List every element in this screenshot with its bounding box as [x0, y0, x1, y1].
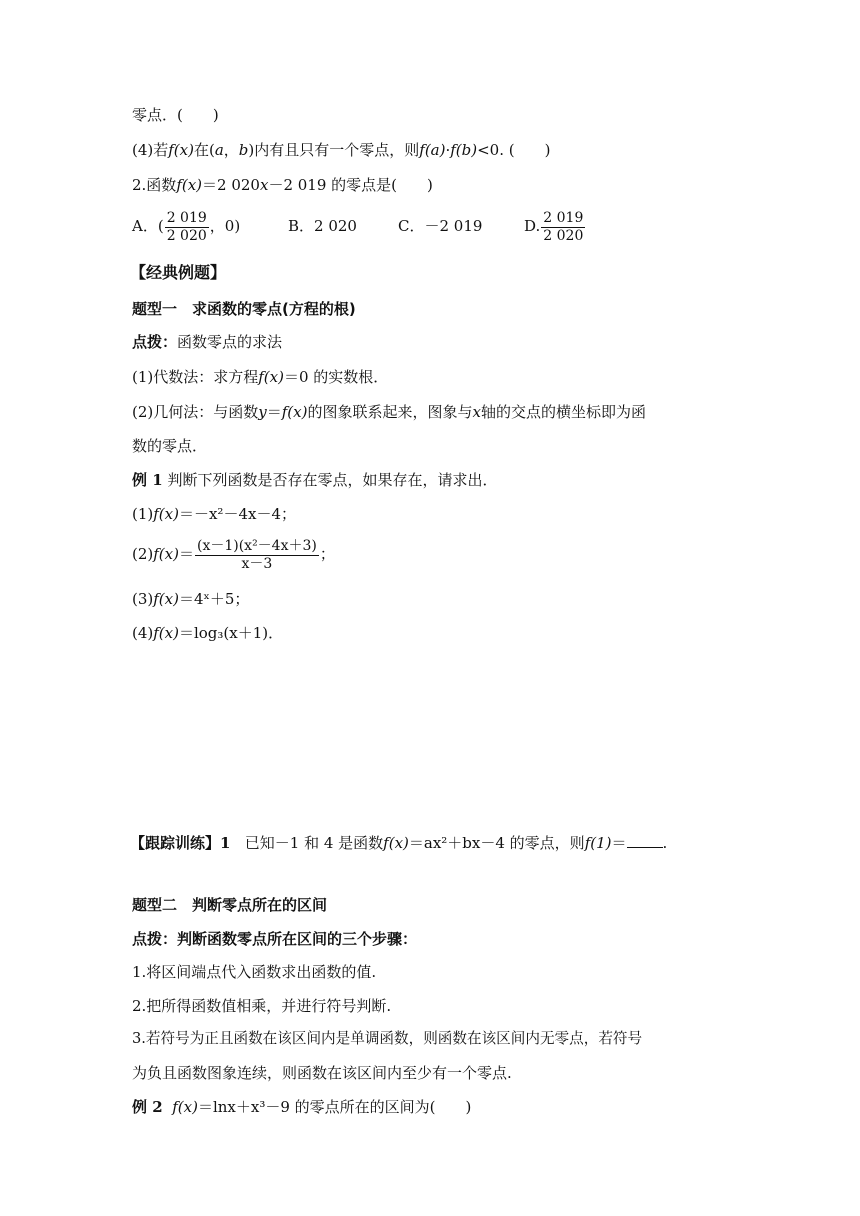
math-dot: ·: [445, 141, 451, 159]
text: C．－2 019: [398, 217, 483, 235]
section-heading-examples: 【经典例题】: [130, 263, 227, 282]
text: ，: [223, 141, 239, 159]
method-2: [132, 401, 646, 423]
fraction-denominator: 2 020: [543, 227, 584, 244]
example-label: 例 1: [132, 471, 163, 489]
formula: ＝4ˣ＋5；: [178, 590, 250, 608]
fraction-numerator: 2 019: [543, 209, 584, 226]
text: )内有且只有一个零点，则: [248, 141, 420, 159]
math-fx: f(x): [172, 1098, 198, 1116]
example-label: 例 2: [132, 1098, 163, 1116]
example-1-item-3: [132, 588, 249, 610]
formula: ＝－x²－4x－4；: [178, 505, 296, 523]
math-f1: f(1): [584, 834, 612, 852]
formula: ＝lnx＋x³－9 的零点所在的区间为( ): [197, 1098, 472, 1116]
fraction: [195, 538, 319, 573]
text: (4)若: [132, 141, 169, 159]
step-1: 1.将区间端点代入函数求出函数的值.: [132, 963, 377, 981]
text: ，0): [209, 217, 241, 235]
option-a: [132, 209, 241, 244]
math-fx: f(x): [281, 403, 308, 421]
fraction: [165, 210, 209, 245]
formula: ＝log₃(x＋1)．: [178, 624, 284, 642]
text: D.: [524, 217, 541, 235]
math-x: x: [472, 403, 481, 421]
text: 轴的交点的横坐标即为函: [480, 403, 646, 421]
example-1-item-2: [132, 532, 335, 576]
text: B．2 020: [288, 217, 357, 235]
practice-1: [130, 832, 667, 854]
text: A．(: [132, 217, 164, 235]
text: 在(: [193, 141, 215, 159]
option-d: [524, 205, 586, 247]
text: －2 019 的零点是( ): [268, 176, 433, 194]
answer-blank[interactable]: [627, 833, 663, 848]
text: 判断下列函数是否存在零点，如果存在，请求出．: [167, 471, 498, 489]
text: ＝ax²＋bx－4 的零点，则: [408, 834, 585, 852]
text: 已知－1 和 4 是函数: [244, 834, 384, 852]
math-fa: f(a): [419, 141, 446, 159]
math-fx: f(x): [176, 176, 203, 194]
text: (3): [132, 590, 154, 608]
math-fx: f(x): [153, 624, 179, 642]
example-1-item-4: [132, 622, 283, 644]
question-2-options: [132, 205, 584, 247]
tip-1: [132, 331, 282, 353]
text: ＝2 020: [202, 176, 260, 194]
question-2: [132, 174, 433, 196]
example-1: [132, 469, 497, 491]
text: .: [662, 834, 668, 852]
option-b: [288, 205, 357, 247]
type-1-title: 题型一 求函数的零点(方程的根): [132, 300, 356, 318]
text: (1): [132, 505, 154, 523]
fraction-numerator: (x－1)(x²－4x＋3): [196, 537, 317, 554]
text: ＝0 的实数根．: [283, 368, 389, 386]
step-3: 3.若符号为正且函数在该区间内是单调函数，则函数在该区间内无零点，若符号: [132, 1030, 643, 1047]
step-3-cont: 为负且函数图象连续，则函数在该区间内至少有一个零点.: [132, 1064, 512, 1082]
fraction-denominator: x－3: [241, 555, 273, 572]
example-1-item-1: [132, 503, 296, 525]
practice-label: 【跟踪训练】1: [130, 834, 231, 852]
text: 的图象联系起来，图象与: [307, 403, 473, 421]
text: ＝: [611, 834, 627, 852]
math-fx: f(x): [153, 545, 179, 563]
math-a: a: [214, 141, 224, 159]
text: (2)几何法：与函数: [132, 403, 259, 421]
math-y: y: [258, 403, 267, 421]
math-fb: f(b): [450, 141, 478, 159]
example-2: [132, 1096, 471, 1118]
type-2-title: 题型二 判断零点所在的区间: [132, 896, 328, 914]
text: ＝: [178, 545, 194, 563]
text: ；: [319, 545, 335, 563]
tip-label: 点拨：: [132, 333, 178, 351]
math-fx: f(x): [153, 505, 179, 523]
math-fx: f(x): [258, 368, 284, 386]
text: (2): [132, 545, 154, 563]
prev-question-tail: [132, 104, 219, 126]
math-x: x: [259, 176, 269, 194]
text: <0. ( ): [477, 141, 551, 159]
step-2: 2.把所得函数值相乘，并进行符号判断.: [132, 997, 392, 1015]
method-1: [132, 366, 388, 388]
text: (4): [132, 624, 154, 642]
text: 函数零点的求法: [177, 333, 283, 351]
text: 零点．( ): [132, 106, 219, 124]
math-b: b: [238, 141, 249, 159]
tip-2: 点拨：判断函数零点所在区间的三个步骤：: [132, 930, 418, 948]
fraction-numerator: 2 019: [166, 209, 207, 226]
math-fx: f(x): [168, 141, 194, 159]
method-2-cont: 数的零点．: [132, 437, 208, 455]
judgement-item-4: [132, 139, 550, 161]
text: ＝: [266, 403, 282, 421]
option-c: [398, 205, 482, 247]
math-fx: f(x): [383, 834, 409, 852]
fraction: [541, 210, 585, 245]
text: 2.函数: [132, 176, 177, 194]
math-fx: f(x): [153, 590, 179, 608]
fraction-denominator: 2 020: [166, 227, 207, 244]
text: (1)代数法：求方程: [132, 368, 259, 386]
